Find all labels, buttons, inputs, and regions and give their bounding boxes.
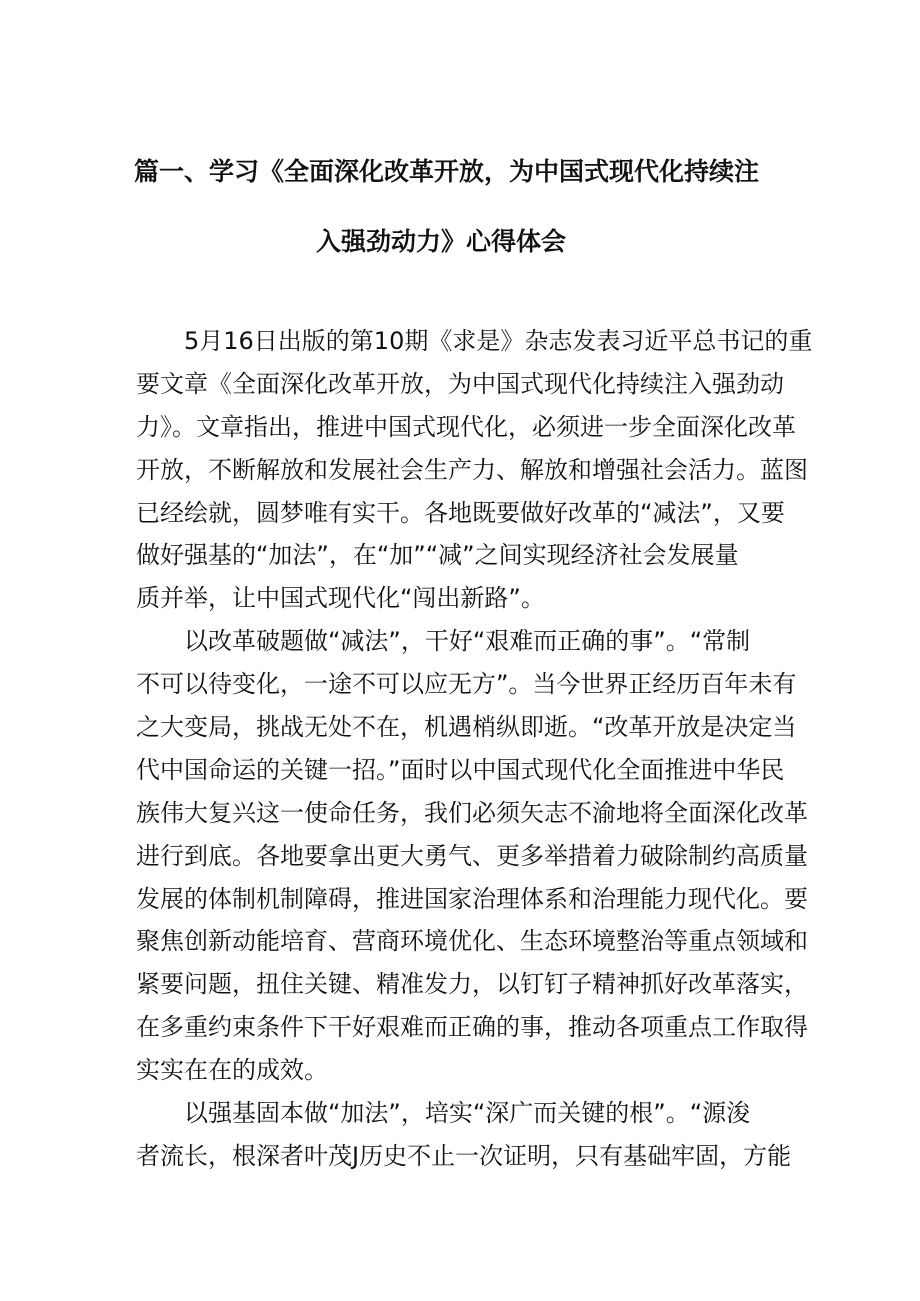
body-line: 开放，不断解放和发展社会生产力、解放和增强社会活力。蓝图 — [136, 455, 808, 484]
body-line: 代中国命运的关键一招。”面时以中国式现代化全面推进中华民 — [136, 755, 785, 784]
document-title-line-2: 入强劲动力》心得体会 — [316, 227, 567, 256]
body-line: 以强基固本做“加法”，培实“深广而关键的根”。“源浚 — [184, 1099, 751, 1128]
body-line: 不可以待变化，一途不可以应无方”。当今世界正经历百年未有 — [136, 670, 797, 699]
body-line: 发展的体制机制障碍，推进国家治理体系和治理能力现代化。要 — [136, 884, 808, 913]
body-line: 者流长，根深者叶茂J历史不止一次证明，只有基础牢固，方能 — [136, 1141, 792, 1170]
body-line: 以改革破题做“减法”，干好“艰难而正确的事”。“常制 — [184, 627, 751, 656]
document-body — [136, 320, 813, 1178]
body-line: 已经绘就，圆梦唯有实干。各地既要做好改革的“减法”，又要 — [136, 498, 785, 527]
body-line: 聚焦创新动能培育、营商环境优化、生态环境整治等重点领域和 — [136, 927, 808, 956]
body-line: 要文章《全面深化改革开放，为中国式现代化持续注入强劲动 — [136, 369, 784, 398]
body-line: 力》。文章指出，推进中国式现代化，必须进一步全面深化改革 — [136, 412, 796, 441]
body-line: 做好强基的“加法”，在“加”“减”之间实现经济社会发展量 — [136, 541, 739, 570]
body-line: 族伟大复兴这一使命任务，我们必须矢志不渝地将全面深化改革 — [136, 798, 808, 827]
body-line: 质并举，让中国式现代化“闯出新路”。 — [136, 584, 545, 613]
body-line: 之大变局，挑战无处不在，机遇梢纵即逝。“改革开放是决定当 — [136, 713, 797, 742]
body-line: 进行到底。各地要拿出更大勇气、更多举措着力破除制约高质量 — [136, 841, 808, 870]
body-line: 紧要问题，扭住关键、精准发力，以钉钉子精神抓好改革落实， — [136, 970, 808, 999]
body-line: 在多重约束条件下干好艰难而正确的事，推动各项重点工作取得 — [136, 1013, 808, 1042]
body-line: 实实在在的成效。 — [136, 1056, 328, 1085]
body-line: 5月16日出版的第10期《求是》杂志发表习近平总书记的重 — [184, 327, 813, 355]
document-title-line-1: 篇一、学习《全面深化改革开放，为中国式现代化持续注 — [134, 157, 760, 186]
